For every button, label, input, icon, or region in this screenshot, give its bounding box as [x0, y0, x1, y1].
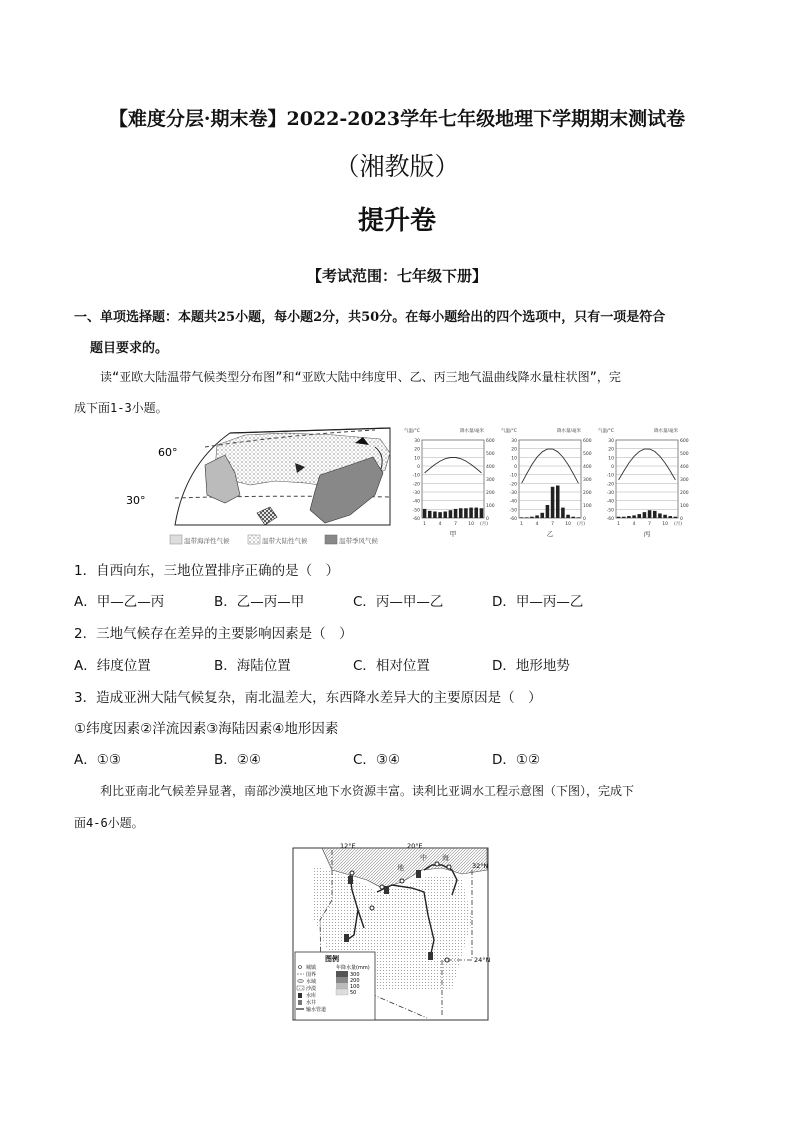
chart-2-left-tick: -10: [606, 473, 614, 479]
legend-swatch-oceanic: [170, 535, 182, 544]
chart-1-bar: [525, 517, 529, 518]
rain-50: 50: [350, 990, 357, 996]
chart-2-bar: [674, 517, 678, 518]
chart-1-x-tick: 4: [535, 522, 539, 527]
lat30-label-box: [118, 490, 148, 510]
chart-2-bar: [632, 515, 636, 518]
chart-1-left-tick: 30: [511, 439, 517, 444]
legend-town: 城镇: [306, 965, 317, 971]
question-3-option-a[interactable]: A．①③: [74, 752, 121, 768]
eurasia-climate-map: [145, 425, 400, 553]
chart-0-bar: [428, 511, 432, 518]
chart-1-bar: [571, 517, 575, 518]
chart-1-left-tick: 20: [511, 447, 517, 453]
chart-0-right-tick: 300: [486, 478, 495, 483]
chart-2-left-tick: -50: [606, 508, 614, 514]
chart-2-frame: [616, 440, 678, 518]
lon12-label: 12°E: [340, 842, 356, 850]
section-heading: [74, 302, 724, 364]
chart-2-temp-curve: [619, 449, 676, 480]
lat24-label: 24°N: [474, 956, 491, 964]
chart-0-left-tick: 10: [414, 456, 420, 462]
section-heading-line1: 一、单项选择题：本题共25小题，每小题2分，共50分。在每小题给出的四个选项中，只有一项是符合: [74, 310, 666, 325]
legend-reservoir: 水库: [306, 993, 317, 999]
chart-2-right-tick: 0: [680, 517, 683, 522]
chart-2-bar: [617, 517, 621, 518]
rain-100: 100: [350, 984, 360, 990]
chart-2-bar: [643, 512, 647, 518]
exam-scope: 【考试范围：七年级下册】: [306, 267, 487, 285]
chart-0-right-tick: 200: [486, 491, 495, 496]
chart-1-left-tick: -30: [509, 491, 517, 496]
chart-1-left-tick: -60: [509, 517, 517, 522]
chart-2-x-tick: 4: [632, 522, 636, 527]
legend-swatch-continental: [248, 535, 260, 544]
chart-0-bar: [438, 512, 442, 518]
chart-2-left-tick: -30: [606, 491, 614, 496]
chart-2-left-tick: 20: [608, 447, 614, 453]
legend-continental: 温带大陆性气候: [262, 537, 308, 545]
chart-2-right-tick: 300: [680, 478, 689, 483]
chart-1-x-tick: 7: [551, 522, 555, 527]
sea-label-1: 地: [397, 864, 404, 872]
chart-1-right-axis-label: 降水量/毫米: [557, 429, 582, 434]
chart-0-left-tick: 0: [417, 465, 420, 470]
chart-0-left-tick: -50: [412, 508, 420, 514]
chart-0-bar: [480, 508, 484, 518]
chart-0-bar: [464, 508, 468, 518]
chart-2-left-tick: 0: [611, 465, 614, 470]
chart-1-right-tick: 0: [583, 517, 586, 522]
chart-1-bar: [551, 487, 555, 518]
legend-well: 水井: [306, 1000, 317, 1006]
chart-1-right-tick: 600: [583, 439, 592, 444]
chart-2-left-tick: -40: [606, 499, 614, 505]
chart-2-bar: [658, 513, 662, 518]
chart-1-right-tick: 100: [583, 504, 592, 509]
chart-0-bar: [474, 508, 478, 518]
legend-swatch-monsoon: [325, 535, 337, 544]
chart-0-left-tick: -10: [412, 473, 420, 479]
chart-1-x-tick: 10: [565, 522, 571, 527]
chart-1-frame: [519, 440, 581, 518]
chart-0-right-tick: 500: [486, 452, 495, 457]
chart-0-name: 甲: [449, 530, 457, 538]
chart-2-bar: [627, 516, 631, 518]
legend-water: 水域: [306, 979, 317, 985]
chart-0-bar: [443, 512, 447, 519]
question-1-stem: 1．自西向东，三地位置排序正确的是（ ）: [74, 563, 340, 579]
chart-0-x-tick: 1: [423, 522, 427, 527]
chart-1-right-tick: 300: [583, 478, 592, 483]
chart-0-left-tick: -20: [412, 482, 420, 488]
chart-0-bar: [433, 512, 437, 519]
rain-200: 200: [350, 978, 360, 984]
document-title: 【难度分层·期末卷】2022-2023学年七年级地理下学期期末测试卷: [108, 108, 686, 130]
chart-0-bar: [454, 509, 458, 518]
chart-1-bar: [530, 517, 534, 518]
chart-0-right-tick: 100: [486, 504, 495, 509]
question-1-option-b[interactable]: B．乙—丙—甲: [214, 594, 305, 610]
level-label: 提升卷: [357, 206, 436, 236]
legend-desert: 沙漠: [306, 986, 317, 992]
passage1-line2: 成下面1-3小题。: [74, 401, 168, 415]
question-2-option-a[interactable]: A．纬度位置: [74, 658, 151, 674]
chart-2-right-tick: 500: [680, 452, 689, 457]
chart-2-x-tick: 7: [648, 522, 652, 527]
chart-2-name: 丙: [643, 530, 651, 538]
chart-0-left-axis-label: 气温/°C: [404, 429, 420, 434]
chart-0-bar: [459, 508, 463, 518]
chart-0-right-axis-label: 降水量/毫米: [460, 429, 485, 434]
chart-2-right-tick: 200: [680, 491, 689, 496]
lon20-label: 20°E: [407, 842, 423, 850]
chart-0-left-tick: 30: [414, 439, 420, 444]
passage2-line1: 利比亚南北气候差异显著，南部沙漠地区地下水资源丰富。读利比亚调水工程示意图（下图），完成下: [100, 784, 635, 798]
chart-1-bar: [566, 515, 570, 518]
chart-2-right-tick: 400: [680, 465, 689, 470]
chart-0-x-unit: (月): [480, 522, 489, 527]
chart-0-bar: [449, 510, 453, 518]
chart-2-bar: [648, 510, 652, 518]
chart-0-temp-curve: [425, 458, 482, 473]
question-2-option-d[interactable]: D．地形地势: [492, 658, 570, 674]
chart-1-bar: [535, 515, 539, 518]
chart-1-bar: [561, 508, 565, 518]
chart-1-bar: [540, 513, 544, 518]
chart-0-right-tick: 0: [486, 517, 489, 522]
chart-1-bar: [556, 486, 560, 519]
chart-2-left-tick: -60: [606, 517, 614, 522]
lat30-label-text: 30°: [126, 494, 146, 507]
chart-1-left-tick: -10: [509, 473, 517, 479]
libya-water-map: [292, 840, 492, 1022]
question-3-factors: ①纬度因素②洋流因素③海陆因素④地形因素: [74, 721, 339, 737]
chart-1-x-tick: 1: [520, 522, 524, 527]
question-2-stem: 2．三地气候存在差异的主要影响因素是（ ）: [74, 626, 353, 642]
question-3-option-b[interactable]: B．②④: [214, 752, 261, 768]
edition-label: （湘教版）: [334, 152, 460, 181]
section-heading-line2: 题目要求的。: [90, 341, 169, 356]
chart-2-left-tick: -20: [606, 482, 614, 488]
chart-0-x-tick: 7: [454, 522, 458, 527]
chart-2-right-tick: 600: [680, 439, 689, 444]
question-3-option-c[interactable]: C．③④: [353, 752, 401, 768]
lat60-label: 60°: [158, 446, 178, 459]
question-3-option-d[interactable]: D．①②: [492, 752, 541, 768]
chart-1-right-tick: 400: [583, 465, 592, 470]
chart-2-left-axis-label: 气温/°C: [598, 429, 614, 434]
rain-300: 300: [350, 972, 360, 978]
chart-2-x-tick: 1: [617, 522, 621, 527]
question-1-option-c[interactable]: C．丙—甲—乙: [353, 594, 444, 610]
chart-1-x-unit: (月): [577, 522, 586, 527]
chart-1-left-tick: 0: [514, 465, 517, 470]
question-2-option-b[interactable]: B．海陆位置: [214, 658, 291, 674]
passage1-line1: 读“亚欧大陆温带气候类型分布图”和“亚欧大陆中纬度甲、乙、丙三地气温曲线降水量柱状图”，完: [100, 370, 621, 384]
chart-0-right-tick: 400: [486, 465, 495, 470]
chart-1-left-tick: 10: [511, 456, 517, 462]
chart-2-bar: [668, 516, 672, 518]
chart-1-bar: [520, 517, 524, 518]
chart-0-right-tick: 600: [486, 439, 495, 444]
chart-0-left-tick: -60: [412, 517, 420, 522]
chart-0-x-tick: 10: [468, 522, 474, 527]
chart-0-x-tick: 4: [438, 522, 442, 527]
chart-1-right-tick: 500: [583, 452, 592, 457]
legend-monsoon: 温带季风气候: [339, 537, 378, 545]
chart-2-left-tick: 30: [608, 439, 614, 444]
legend-oceanic: 温带海洋性气候: [184, 537, 230, 545]
chart-2-bar: [637, 514, 641, 518]
sea-label-3: 海: [442, 854, 449, 862]
climate-charts: [402, 420, 694, 540]
chart-0-left-tick: 20: [414, 447, 420, 453]
chart-2-bar: [663, 515, 667, 518]
chart-0-bar: [423, 509, 427, 518]
legend-border: 国界: [306, 972, 317, 978]
chart-1-left-tick: -40: [509, 499, 517, 505]
chart-2-x-unit: (月): [674, 522, 683, 527]
chart-1-left-tick: -50: [509, 508, 517, 514]
map2-legend-title: 图例: [325, 955, 339, 963]
chart-2-right-tick: 100: [680, 504, 689, 509]
question-3-stem: 3．造成亚洲大陆气候复杂，南北温差大，东西降水差异大的主要原因是（ ）: [74, 690, 542, 706]
lat32-label: 32°N: [472, 862, 489, 870]
chart-2-x-tick: 10: [662, 522, 668, 527]
chart-1-left-tick: -20: [509, 482, 517, 488]
chart-2-bar: [653, 511, 657, 518]
chart-1-right-tick: 200: [583, 491, 592, 496]
chart-0-left-tick: -40: [412, 499, 420, 505]
question-1-option-d[interactable]: D．甲—丙—乙: [492, 594, 584, 610]
question-2-option-c[interactable]: C．相对位置: [353, 658, 430, 674]
chart-1-bar: [546, 505, 550, 518]
chart-0-left-tick: -30: [412, 491, 420, 496]
question-1-option-a[interactable]: A．甲—乙—丙: [74, 594, 165, 610]
chart-2-left-tick: 10: [608, 456, 614, 462]
passage2-line2: 面4-6小题。: [74, 816, 144, 830]
chart-1-left-axis-label: 气温/°C: [501, 429, 517, 434]
chart-1-bar: [577, 517, 581, 518]
legend-pipeline: 输水管道: [306, 1007, 327, 1013]
chart-2-bar: [622, 517, 626, 518]
sea-label-2: 中: [420, 854, 427, 862]
chart-2-right-axis-label: 降水量/毫米: [654, 429, 679, 434]
chart-0-bar: [469, 508, 473, 518]
rain-legend-title: 年降水量(mm): [336, 965, 370, 971]
chart-0-frame: [422, 440, 484, 518]
chart-1-name: 乙: [546, 530, 554, 538]
